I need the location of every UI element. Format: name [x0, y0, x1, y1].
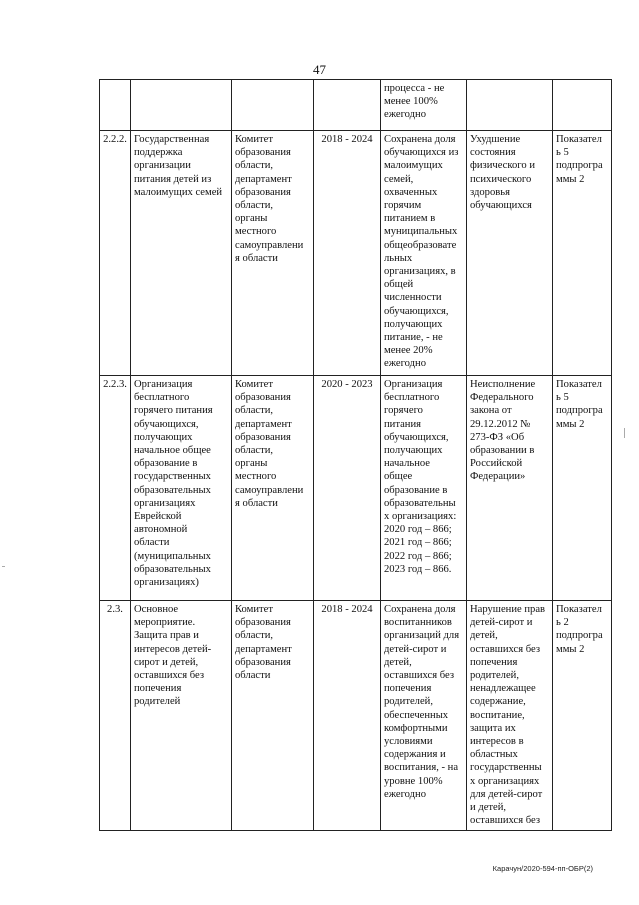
non-implementation-consequences: Неисполнение Федерального закона от 29.12.2012 № 273-ФЗ «Об образовании в Российской Федерации»	[467, 376, 553, 601]
table-row	[100, 131, 612, 376]
measure-name: Организация бесплатного горячего питания обучающихся, получающих начальное общее образование в государственных образовательных организациях Еврейской автономной области (муниципальных образовательных организациях)	[131, 376, 232, 601]
document-footer: Карачун/2020-594-пп-ОБР(2)	[492, 864, 593, 873]
implementation-period: 2018 - 2024	[314, 131, 381, 376]
indicator-link: Показател ь 5 подпрогра ммы 2	[553, 131, 612, 376]
executor	[232, 80, 314, 131]
indicator-link: Показател ь 2 подпрогра ммы 2	[553, 601, 612, 831]
row-number	[100, 80, 131, 131]
non-implementation-consequences	[467, 80, 553, 131]
row-number: 2.2.2.	[100, 131, 131, 376]
page-number: 47	[313, 62, 326, 77]
implementation-period	[314, 80, 381, 131]
indicator-link	[553, 80, 612, 131]
non-implementation-consequences: Нарушение прав детей-сирот и детей, оставшихся без попечения родителей, ненадлежащее содержание, воспитание, защита их интересов в областных государственны х организациях для детей-сирот и детей, оставшихся без	[467, 601, 553, 831]
table-row	[100, 376, 612, 601]
scan-mark	[624, 428, 625, 438]
executor: Комитет образования области, департамент образования области, органы местного самоуправлени я области	[232, 131, 314, 376]
row-number: 2.2.3.	[100, 376, 131, 601]
executor: Комитет образования области, департамент образования области	[232, 601, 314, 831]
indicator-link: Показател ь 5 подпрогра ммы 2	[553, 376, 612, 601]
measure-name: Государственная поддержка организации питания детей из малоимущих семей	[131, 131, 232, 376]
program-measures-table	[99, 79, 612, 831]
measure-name	[131, 80, 232, 131]
table-row	[100, 601, 612, 831]
implementation-period: 2018 - 2024	[314, 601, 381, 831]
row-number: 2.3.	[100, 601, 131, 831]
executor: Комитет образования области, департамент образования области, органы местного самоуправлени я области	[232, 376, 314, 601]
expected-result: процесса - не менее 100% ежегодно	[381, 80, 467, 131]
implementation-period: 2020 - 2023	[314, 376, 381, 601]
non-implementation-consequences: Ухудшение состояния физического и психического здоровья обучающихся	[467, 131, 553, 376]
scan-mark	[2, 566, 5, 567]
expected-result: Организация бесплатного горячего питания обучающихся, получающих начальное общее образование в образовательны х организациях: 2020 год – 866; 2021 год – 866; 2022 год – 866; 2023 год – 866.	[381, 376, 467, 601]
expected-result: Сохранена доля обучающихся из малоимущих семей, охваченных горячим питанием в муниципальных общеобразовате льных организациях, в общей численности обучающихся, получающих питание, - не менее 20% ежегодно	[381, 131, 467, 376]
expected-result: Сохранена доля воспитанников организаций для детей-сирот и детей, оставшихся без попечения родителей, обеспеченных комфортными условиями содержания и воспитания, - на уровне 100% ежегодно	[381, 601, 467, 831]
measure-name: Основное мероприятие. Защита прав и интересов детей- сирот и детей, оставшихся без попечения родителей	[131, 601, 232, 831]
table-row	[100, 80, 612, 131]
